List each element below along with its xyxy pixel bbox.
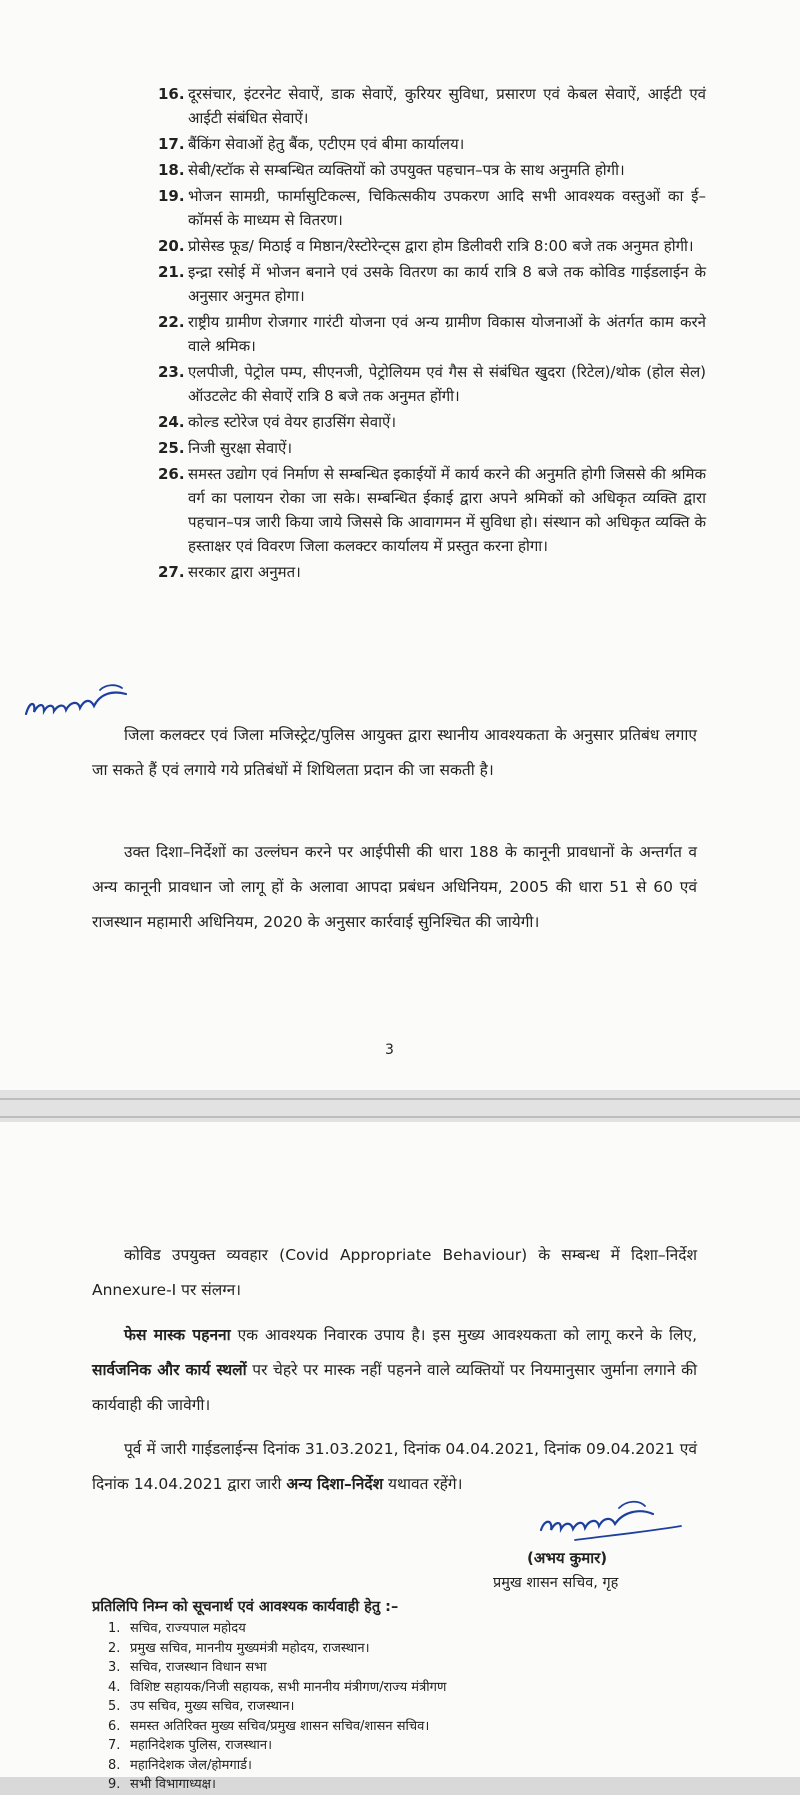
list-item: 5. उप सचिव, मुख्य सचिव, राजस्थान। — [108, 1699, 295, 1714]
list-item: 22. राष्ट्रीय ग्रामीण रोजगार गारंटी योजना एवं अन्य ग्रामीण विकास योजनाओं के अंतर्गत काम करने वाले श्रमिक। — [158, 313, 706, 355]
page-number: 3 — [385, 1042, 394, 1058]
signatory-name: (अभय कुमार) — [527, 1549, 608, 1567]
signatory-title: प्रमुख शासन सचिव, गृह — [493, 1575, 619, 1591]
list-item: 24. कोल्ड स्टोरेज एवं वेयर हाउसिंग सेवाऐं। — [158, 413, 397, 431]
list-item: 9. सभी विभागाध्यक्ष। — [108, 1777, 216, 1792]
paragraph-face-mask: फेस मास्क पहनना एक आवश्यक निवारक उपाय है। इस मुख्य आवश्यकता को लागू करने के लिए, सार्वजनिक और कार्य स्थलों पर चेहरे पर मास्क नहीं पहनने वाले व्यक्तियों पर नियमानुसार जुर्माना लगाने की कार्यवाही की जावेगी। — [92, 1326, 698, 1414]
list-item: 17. बैंकिंग सेवाओं हेतु बैंक, एटीएम एवं बीमा कार्यालय। — [158, 135, 465, 153]
list-item: 23. एलपीजी, पेट्रोल पम्प, सीएनजी, पेट्रोलियम एवं गैस से संबंधित खुदरा (रिटेल)/थोक (होल सेल) ऑउटलेट की सेवाऐं रात्रि 8 बजे तक अनुमत होंगी। — [158, 363, 706, 405]
paragraph-local-restrictions: जिला कलक्टर एवं जिला मजिस्ट्रेट/पुलिस आयुक्त द्वारा स्थानीय आवश्यकता के अनुसार प्रतिबंध लगाए जा सकते हैं एवं लगाये गये प्रतिबंधों में शिथिलता प्रदान की जा सकती है। — [92, 726, 697, 779]
list-item: 21. इन्द्रा रसोई में भोजन बनाने एवं उसके वितरण का कार्य रात्रि 8 बजे तक कोविड गाईडलाईन के अनुसार अनुमत होगा। — [158, 263, 706, 305]
list-item: 27. सरकार द्वारा अनुमत। — [158, 563, 301, 581]
list-item: 1. सचिव, राज्यपाल महोदय — [108, 1621, 246, 1636]
list-item: 2. प्रमुख सचिव, माननीय मुख्यमंत्री महोदय, राजस्थान। — [108, 1640, 370, 1656]
list-item: 7. महानिदेशक पुलिस, राजस्थान। — [108, 1738, 273, 1753]
paragraph-violation-action: उक्त दिशा–निर्देशों का उल्लंघन करने पर आईपीसी की धारा 188 के कानूनी प्रावधानों के अन्तर्गत व अन्य कानूनी प्रावधान जो लागू हों के अलावा आपदा प्रबंधन अधिनियम, 2005 की धारा 51 से 60 एवं राजस्थान महामारी अधिनियम, 2020 के अनुसार कार्रवाई सुनिश्चित की जायेगी। — [92, 843, 697, 931]
list-item: 25. निजी सुरक्षा सेवाऐं। — [158, 439, 293, 457]
paragraph-covid-behaviour: कोविड उपयुक्त व्यवहार (Covid Appropriate Behaviour) के सम्बन्ध में दिशा–निर्देश Annexure-I पर संलग्न। — [92, 1246, 697, 1299]
page-gap — [0, 1090, 800, 1122]
copy-to-list — [108, 1619, 728, 1795]
page-edge-line — [0, 1116, 800, 1118]
list-item: 19. भोजन सामग्री, फार्मासुटिकल्स, चिकित्सकीय उपकरण आदि सभी आवश्यक वस्तुओं का ई–कॉमर्स के माध्यम से वितरण। — [158, 187, 706, 229]
signature — [535, 1496, 685, 1548]
list-item: 16. दूरसंचार, इंटरनेट सेवाऐं, डाक सेवाऐं, कुरियर सुविधा, प्रसारण एवं केबल सेवाऐं, आईटी एवं आईटी संबंधित सेवाऐं। — [158, 85, 706, 127]
list-item: 3. सचिव, राजस्थान विधान सभा — [108, 1660, 267, 1675]
list-item: 26. समस्त उद्योग एवं निर्माण से सम्बन्धित इकाईयों में कार्य करने की अनुमति होगी जिससे की श्रमिक वर्ग का पलायन रोका जा सके। सम्बन्धित ईकाई द्वारा अपने श्रमिकों को अधिकृत व्यक्ति द्वारा पहचान–पत्र जारी किया जाये जिससे कि आवागमन में सुविधा हो। संस्थान को अधिकृत व्यक्ति के हस्ताक्षर एवं विवरण जिला कलक्टर कार्यालय में प्रस्तुत करना होगा। — [158, 465, 706, 555]
copy-to-heading: प्रतिलिपि निम्न को सूचनार्थ एवं आवश्यक कार्यवाही हेतु :– — [92, 1599, 399, 1615]
list-item: 6. समस्त अतिरिक्त मुख्य सचिव/प्रमुख शासन सचिव/शासन सचिव। — [108, 1718, 430, 1734]
paragraph-previous-guidelines: पूर्व में जारी गाईडलाईन्स दिनांक 31.03.2021, दिनांक 04.04.2021, दिनांक 09.04.2021 एवं दिनांक 14.04.2021 द्वारा जारी अन्य दिशा–निर्देश यथावत रहेंगे। — [92, 1440, 697, 1493]
list-item: 20. प्रोसेस्ड फूड/ मिठाई व मिष्ठान/रेस्टोरेन्ट्स द्वारा होम डिलीवरी रात्रि 8:00 बजे तक अनुमत होगी। — [158, 237, 694, 255]
page-edge-line — [0, 1098, 800, 1100]
list-item: 18. सेबी/स्टॉक से सम्बन्धित व्यक्तियों को उपयुक्त पहचान–पत्र के साथ अनुमति होगी। — [158, 161, 625, 179]
permitted-services-list — [158, 82, 706, 586]
list-item: 8. महानिदेशक जेल/होमगार्ड। — [108, 1757, 252, 1773]
list-item: 4. विशिष्ट सहायक/निजी सहायक, सभी माननीय मंत्रीगण/राज्य मंत्रीगण — [108, 1679, 447, 1695]
